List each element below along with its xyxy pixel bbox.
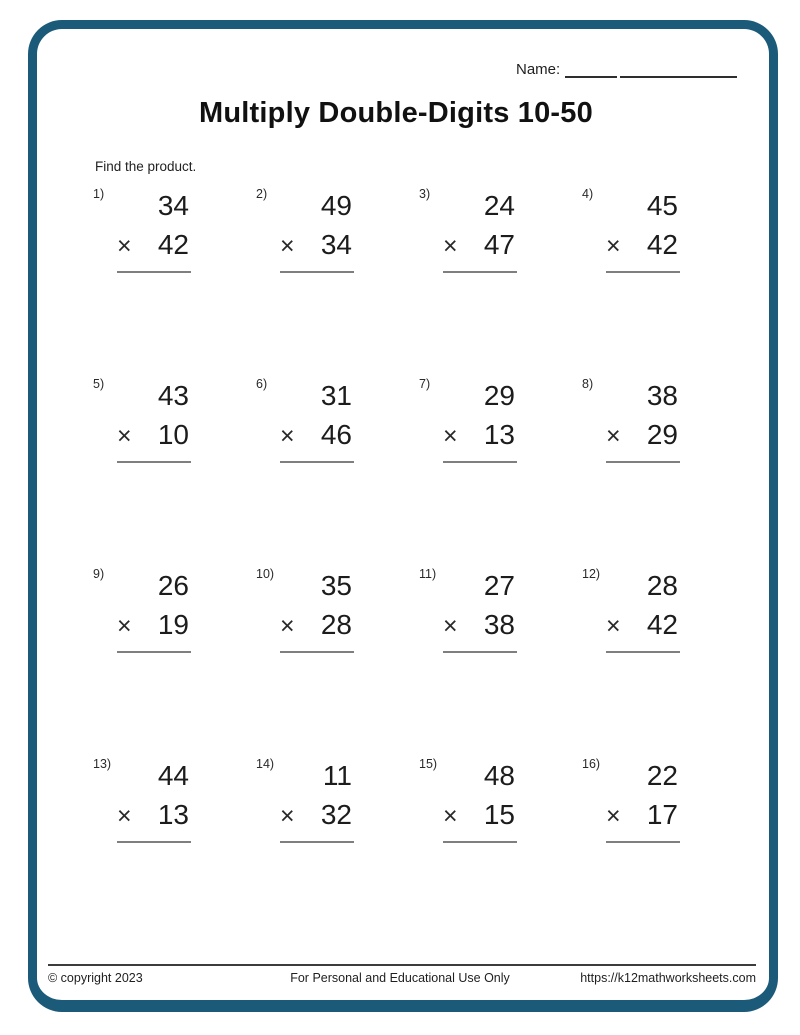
multiplier: 15 bbox=[483, 799, 515, 830]
problem-10 bbox=[256, 566, 419, 756]
problem-number: 14) bbox=[256, 757, 275, 771]
problem-15 bbox=[419, 756, 582, 946]
multiply-icon: × bbox=[606, 422, 621, 450]
multiply-icon: × bbox=[280, 612, 295, 640]
multiplier-row bbox=[117, 795, 191, 836]
problem-body bbox=[606, 376, 680, 463]
problem-body bbox=[280, 376, 354, 463]
multiplicand: 38 bbox=[646, 380, 678, 411]
multiply-icon: × bbox=[280, 232, 295, 260]
copyright-text: © copyright 2023 bbox=[48, 971, 143, 985]
multiplier: 28 bbox=[320, 609, 352, 640]
multiplicand: 43 bbox=[157, 380, 189, 411]
multiplier: 29 bbox=[646, 419, 678, 450]
problem-number: 1) bbox=[93, 187, 105, 201]
multiplier-row bbox=[280, 415, 354, 456]
multiply-icon: × bbox=[117, 422, 132, 450]
multiplicand: 34 bbox=[157, 190, 189, 221]
multiply-icon: × bbox=[280, 802, 295, 830]
multiplier-row bbox=[117, 605, 191, 646]
problem-number: 16) bbox=[582, 757, 601, 771]
problem-number: 8) bbox=[582, 377, 594, 391]
multiplicand: 48 bbox=[483, 760, 515, 791]
multiplicand: 49 bbox=[320, 190, 352, 221]
problem-body bbox=[280, 186, 354, 273]
multiplier: 42 bbox=[646, 609, 678, 640]
problem-body bbox=[606, 186, 680, 273]
multiply-icon: × bbox=[443, 422, 458, 450]
multiplier: 32 bbox=[320, 799, 352, 830]
multiplier-row bbox=[117, 225, 191, 266]
multiply-icon: × bbox=[606, 232, 621, 260]
problem-body bbox=[117, 186, 191, 273]
problem-body bbox=[117, 376, 191, 463]
multiply-icon: × bbox=[117, 232, 132, 260]
multiplier: 46 bbox=[320, 419, 352, 450]
problem-3 bbox=[419, 186, 582, 376]
problem-8 bbox=[582, 376, 745, 566]
name-label: Name: bbox=[516, 61, 561, 78]
page-title: Multiply Double-Digits 10-50 bbox=[199, 97, 593, 129]
multiply-icon: × bbox=[117, 612, 132, 640]
multiplier-row bbox=[280, 605, 354, 646]
multiplicand: 31 bbox=[320, 380, 352, 411]
multiply-icon: × bbox=[443, 802, 458, 830]
problem-body bbox=[443, 756, 517, 843]
problem-number: 15) bbox=[419, 757, 438, 771]
name-blank-line bbox=[565, 61, 617, 78]
multiplier-row bbox=[280, 795, 354, 836]
problem-9 bbox=[93, 566, 256, 756]
problem-number: 10) bbox=[256, 567, 275, 581]
multiplicand: 44 bbox=[157, 760, 189, 791]
problem-12 bbox=[582, 566, 745, 756]
multiply-icon: × bbox=[280, 422, 295, 450]
problems-grid bbox=[93, 186, 745, 946]
multiplicand: 35 bbox=[320, 570, 352, 601]
multiplier: 10 bbox=[157, 419, 189, 450]
problem-13 bbox=[93, 756, 256, 946]
multiplicand: 22 bbox=[646, 760, 678, 791]
instruction-text: Find the product. bbox=[95, 159, 197, 174]
multiply-icon: × bbox=[606, 802, 621, 830]
problem-1 bbox=[93, 186, 256, 376]
name-field-row bbox=[516, 61, 737, 78]
multiplier-row bbox=[117, 415, 191, 456]
problem-body bbox=[443, 566, 517, 653]
problem-number: 7) bbox=[419, 377, 431, 391]
problem-body bbox=[117, 756, 191, 843]
multiply-icon: × bbox=[443, 612, 458, 640]
multiplier-row bbox=[606, 415, 680, 456]
multiplier: 42 bbox=[646, 229, 678, 260]
multiplier-row bbox=[443, 605, 517, 646]
problem-16 bbox=[582, 756, 745, 946]
problem-body bbox=[280, 756, 354, 843]
name-blank-line bbox=[620, 61, 737, 78]
multiply-icon: × bbox=[606, 612, 621, 640]
problem-body bbox=[443, 186, 517, 273]
multiplicand: 28 bbox=[646, 570, 678, 601]
problem-5 bbox=[93, 376, 256, 566]
multiplicand: 24 bbox=[483, 190, 515, 221]
problem-number: 4) bbox=[582, 187, 594, 201]
multiplicand: 26 bbox=[157, 570, 189, 601]
multiplicand: 29 bbox=[483, 380, 515, 411]
footer-divider bbox=[48, 964, 756, 966]
multiplier: 17 bbox=[646, 799, 678, 830]
problem-body bbox=[117, 566, 191, 653]
problem-14 bbox=[256, 756, 419, 946]
multiplicand: 45 bbox=[646, 190, 678, 221]
multiplier: 34 bbox=[320, 229, 352, 260]
problem-number: 5) bbox=[93, 377, 105, 391]
problem-2 bbox=[256, 186, 419, 376]
problem-body bbox=[606, 756, 680, 843]
multiplier-row bbox=[606, 225, 680, 266]
problem-number: 11) bbox=[419, 567, 437, 581]
problem-6 bbox=[256, 376, 419, 566]
multiplier: 38 bbox=[483, 609, 515, 640]
multiplier: 19 bbox=[157, 609, 189, 640]
multiplicand: 11 bbox=[322, 760, 352, 791]
problem-number: 12) bbox=[582, 567, 601, 581]
multiplier-row bbox=[443, 415, 517, 456]
multiply-icon: × bbox=[443, 232, 458, 260]
website-url: https://k12mathworksheets.com bbox=[580, 971, 756, 985]
multiplier-row bbox=[606, 795, 680, 836]
problem-body bbox=[443, 376, 517, 463]
multiplier-row bbox=[443, 795, 517, 836]
multiply-icon: × bbox=[117, 802, 132, 830]
multiplier-row bbox=[606, 605, 680, 646]
multiplier: 42 bbox=[157, 229, 189, 260]
problem-7 bbox=[419, 376, 582, 566]
multiplicand: 27 bbox=[483, 570, 515, 601]
problem-body bbox=[606, 566, 680, 653]
usage-text: For Personal and Educational Use Only bbox=[290, 971, 510, 985]
problem-number: 9) bbox=[93, 567, 105, 581]
problem-body bbox=[280, 566, 354, 653]
multiplier: 13 bbox=[483, 419, 515, 450]
problem-number: 6) bbox=[256, 377, 268, 391]
problem-number: 2) bbox=[256, 187, 268, 201]
problem-4 bbox=[582, 186, 745, 376]
multiplier-row bbox=[443, 225, 517, 266]
problem-number: 3) bbox=[419, 187, 431, 201]
problem-number: 13) bbox=[93, 757, 112, 771]
multiplier: 13 bbox=[157, 799, 189, 830]
multiplier: 47 bbox=[483, 229, 515, 260]
problem-11 bbox=[419, 566, 582, 756]
multiplier-row bbox=[280, 225, 354, 266]
